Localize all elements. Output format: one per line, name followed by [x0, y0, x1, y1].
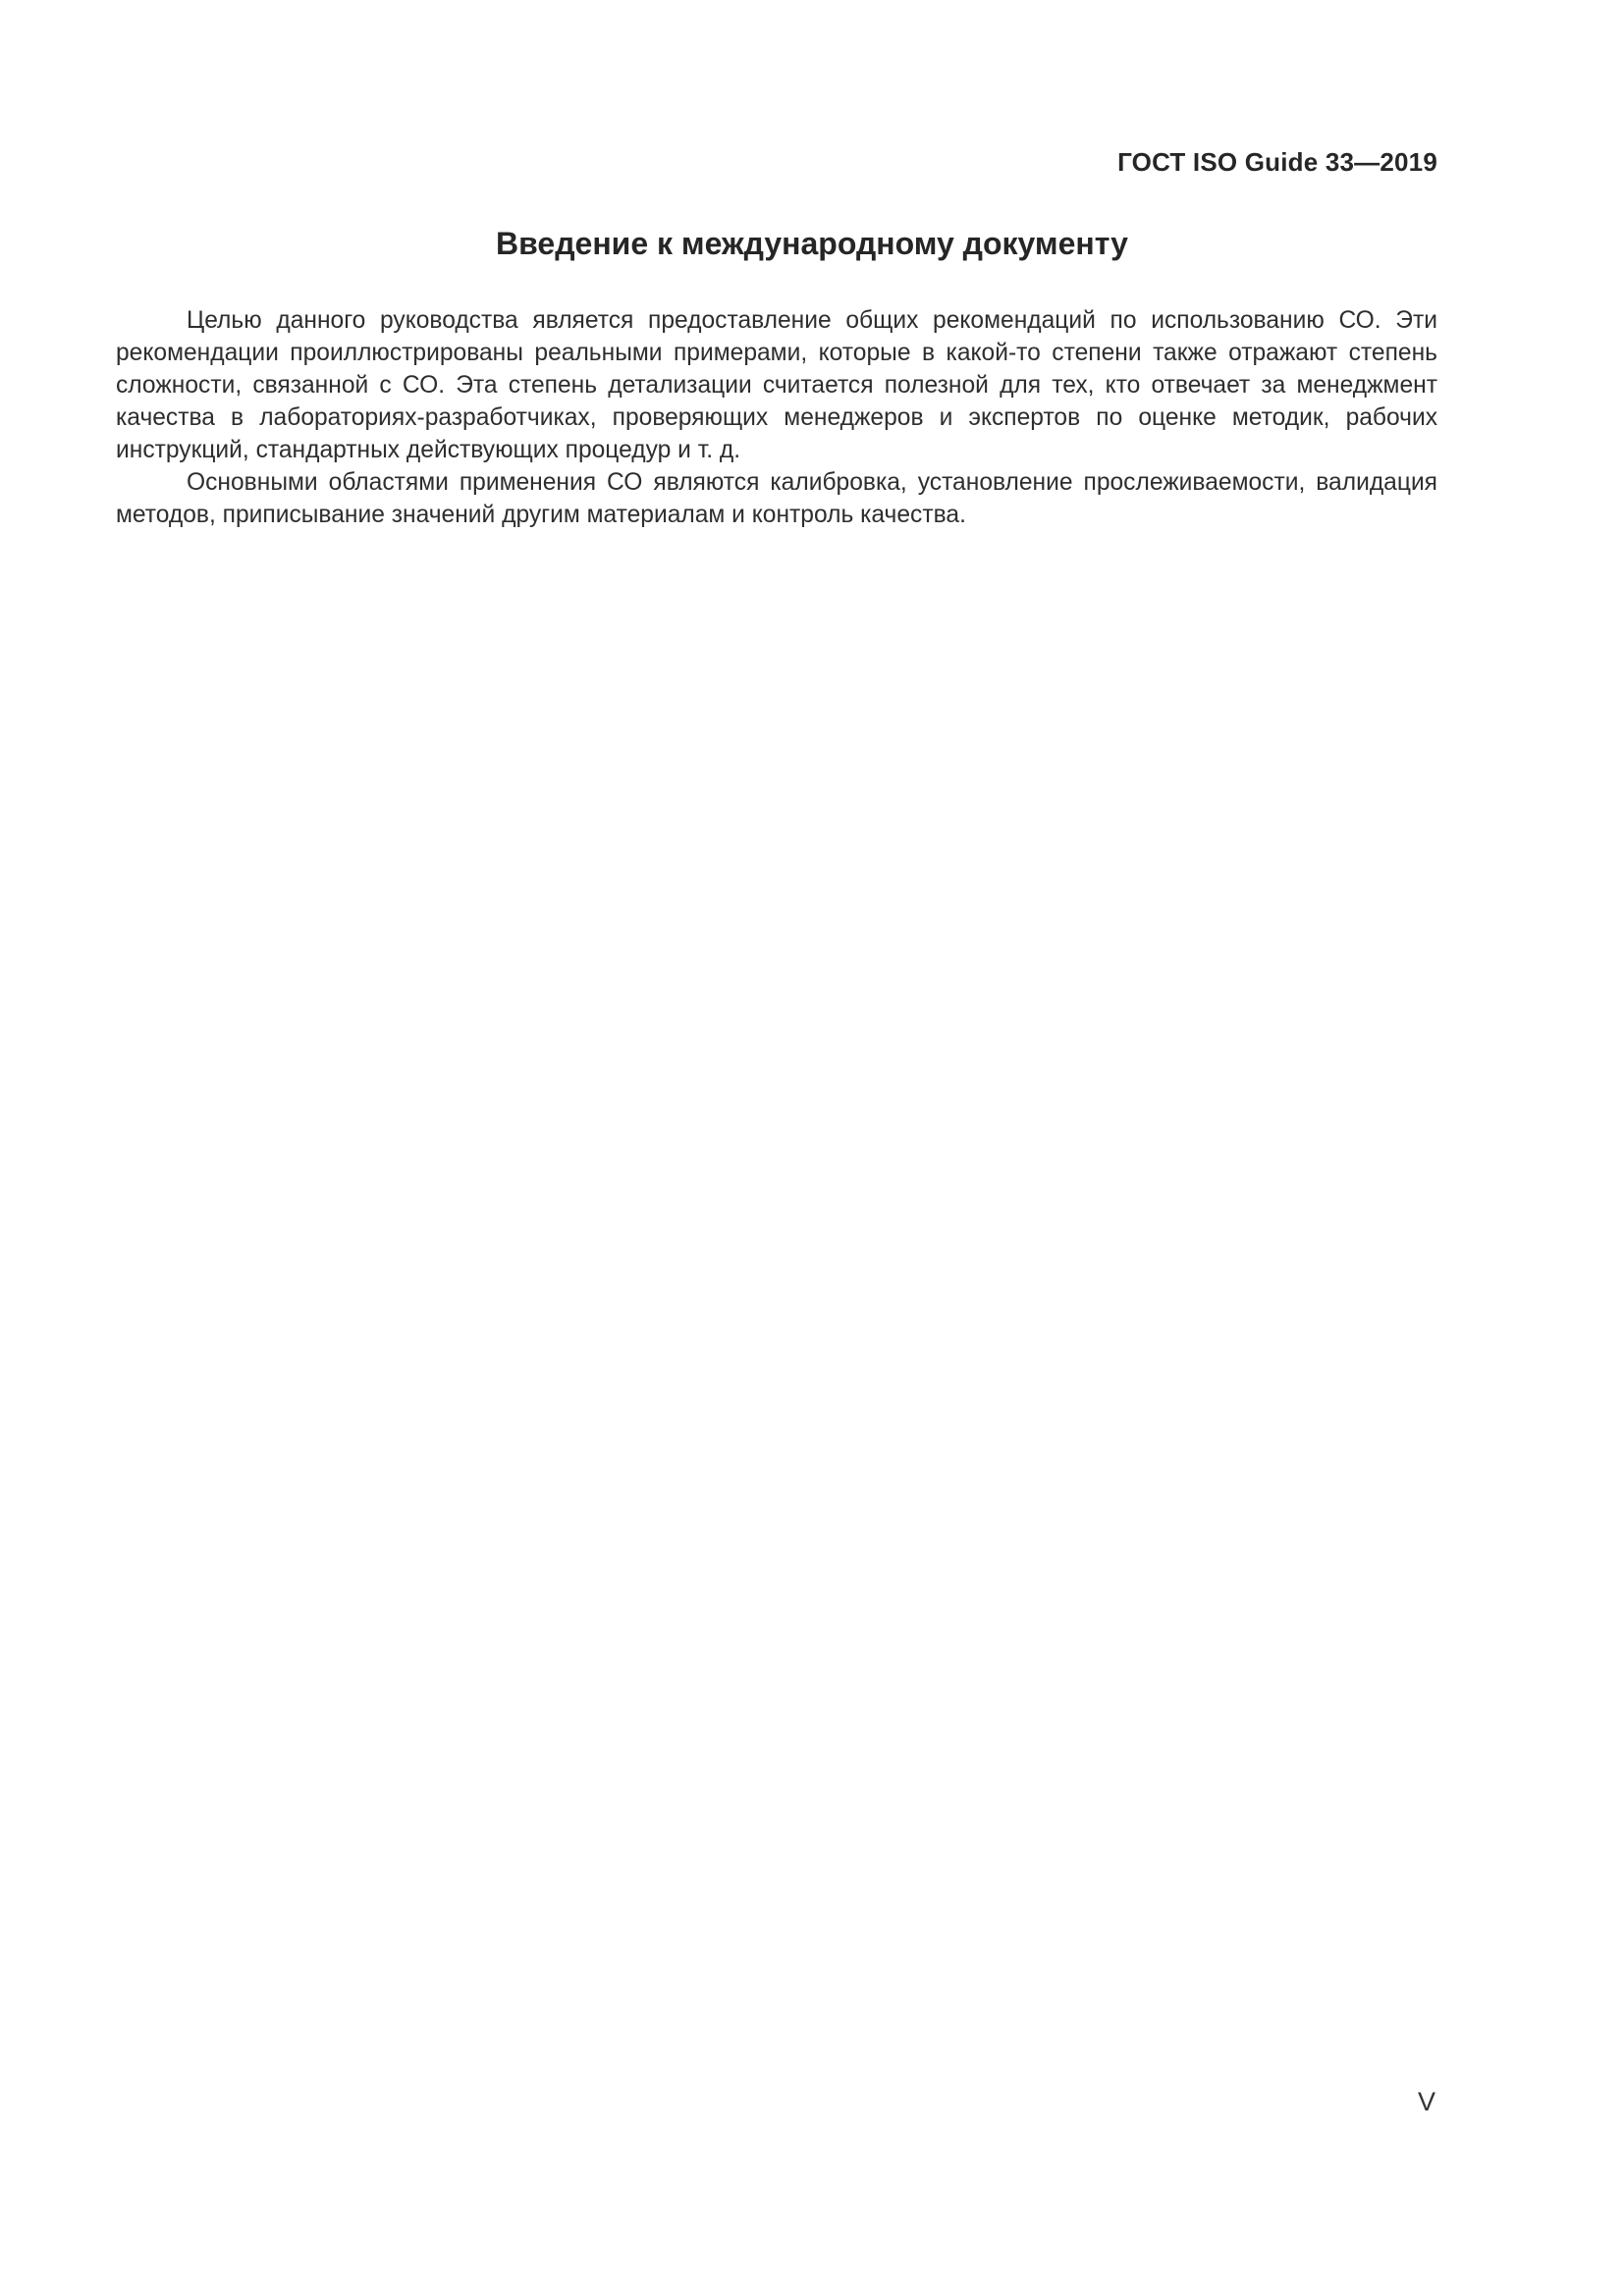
body-paragraph: Целью данного руководства является предоставление общих рекомендаций по использованию СО. Эти рекомендации проиллюстрированы реальными примерами, которые в какой-то степени также отражают степень сложности, связанной с СО. Эта степень детализации считается полезной для тех, кто отвечает за менеджмент качества в лабораториях-разработчиках, проверяющих менеджеров и экспертов по оценке методик, рабочих инструкций, стандартных действующих процедур и т. д. [116, 307, 1437, 463]
page-number: V [1417, 2087, 1435, 2116]
document-body [116, 304, 1437, 531]
section-title: Введение к международному документу [496, 226, 1128, 261]
document-header: ГОСТ ISO Guide 33—2019 [1117, 147, 1437, 177]
body-paragraph: Основными областями применения СО являются калибровка, установление прослеживаемости, валидация методов, приписывание значений другим материалам и контроль качества. [116, 469, 1437, 528]
